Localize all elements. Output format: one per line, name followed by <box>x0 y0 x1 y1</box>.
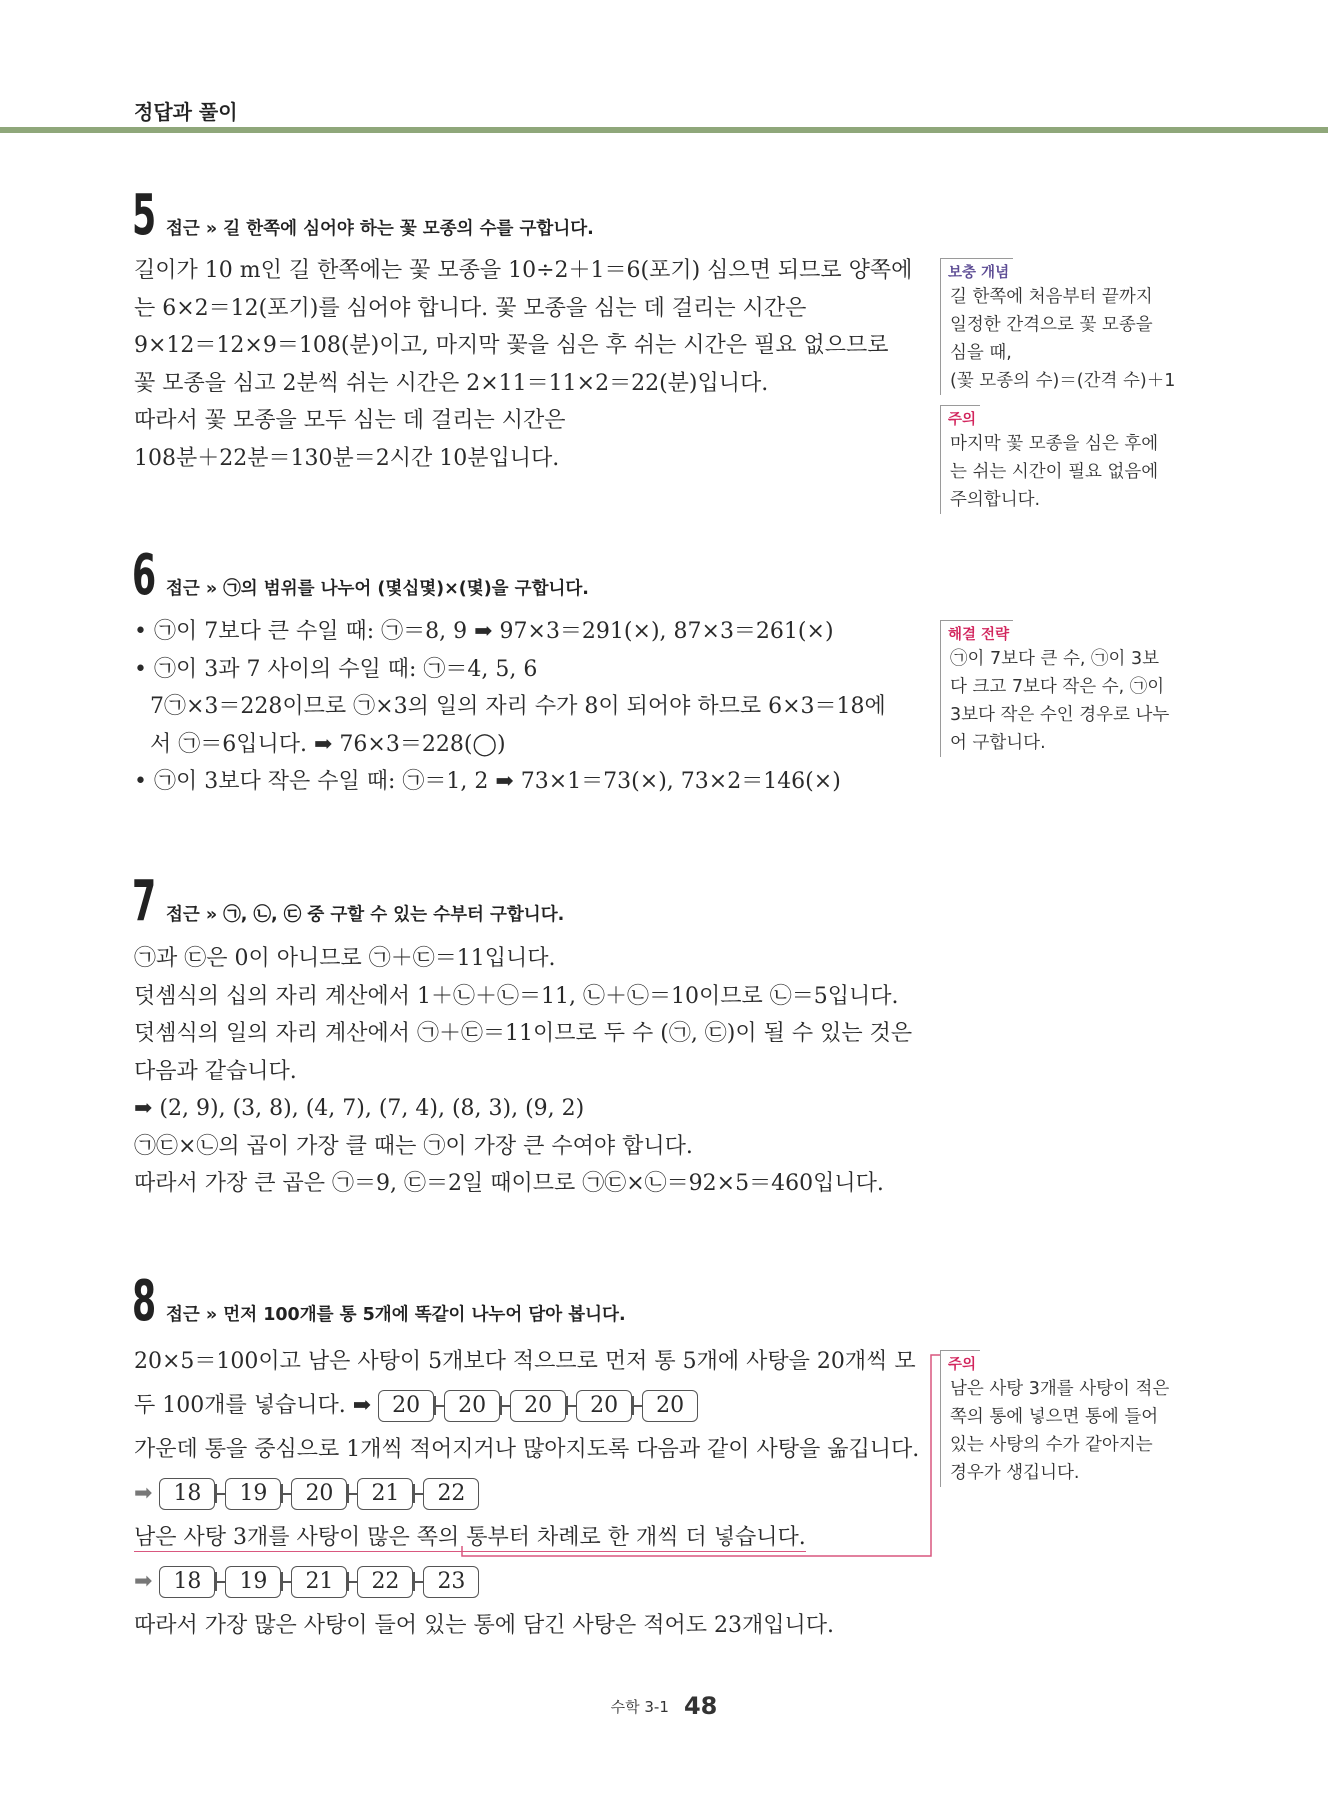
box-connector <box>413 1493 423 1495</box>
solution-line: 따라서 가장 많은 사탕이 들어 있는 통에 담긴 사탕은 적어도 23개입니다. <box>134 1613 834 1638</box>
solution-line: • ㉠이 3과 7 사이의 수일 때: ㉠＝4, 5, 6 <box>134 656 538 682</box>
candy-box: 23 <box>423 1566 479 1598</box>
side-note-line: 다 크고 7보다 작은 수, ㉠이 <box>950 677 1165 697</box>
solution-line: • ㉠이 3보다 작은 수일 때: ㉠＝1, 2 ➡ 73×1＝73(×), 73×2＝146(×) <box>134 769 841 794</box>
solution-line: • ㉠이 7보다 큰 수일 때: ㉠＝8, 9 ➡ 97×3＝291(×), 87×3＝261(×) <box>134 619 834 644</box>
side-note-label: 주의 <box>941 1350 980 1375</box>
box-connector <box>413 1581 423 1583</box>
problem-5-solution <box>134 252 913 477</box>
candy-box-chain-moved <box>159 1478 479 1510</box>
solution-line: 다음과 같습니다. <box>134 1058 297 1084</box>
page-header-title: 정답과 풀이 <box>134 100 238 124</box>
problem-approach: 접근 » ㉠, ㉡, ㉢ 중 구할 수 있는 수부터 구합니다. <box>166 905 565 925</box>
solution-line: ➡ (2, 9), (3, 8), (4, 7), (7, 4), (8, 3), (9, 2) <box>134 1096 585 1121</box>
side-note-label: 주의 <box>941 405 980 430</box>
solution-line: 는 6×2＝12(포기)를 심어야 합니다. 꽃 모종을 심는 데 걸리는 시간은 <box>134 295 807 321</box>
problem-number: 7 <box>132 869 157 934</box>
solution-line: 7㉠×3＝228이므로 ㉠×3의 일의 자리 수가 8이 되어야 하므로 6×3＝18에 <box>150 694 886 719</box>
side-note-concept <box>940 258 1195 395</box>
solution-line: 덧셈식의 일의 자리 계산에서 ㉠＋㉢＝11이므로 두 수 (㉠, ㉢)이 될 수 있는 것은 <box>134 1021 913 1046</box>
solution-line-with-chain <box>134 1560 894 1604</box>
solution-line-underlined <box>134 1516 894 1560</box>
right-arrow-icon: ➡ <box>134 1481 153 1506</box>
candy-box: 20 <box>291 1478 347 1510</box>
side-note-line: 일정한 간격으로 꽃 모종을 <box>950 315 1153 335</box>
solution-line: 가운데 통을 중심으로 1개씩 적어지거나 많아지도록 다음과 같이 사탕을 옮깁니다. <box>134 1437 920 1462</box>
solution-line: 덧셈식의 십의 자리 계산에서 1＋㉡＋㉡＝11, ㉡＋㉡＝10이므로 ㉡＝5입니다. <box>134 983 899 1009</box>
candy-box: 22 <box>357 1566 413 1598</box>
side-note-line: 있는 사탕의 수가 같아지는 <box>950 1435 1153 1455</box>
side-note-strategy <box>940 620 1195 757</box>
candy-box: 19 <box>225 1566 281 1598</box>
box-connector <box>500 1405 510 1407</box>
candy-box-chain-final <box>159 1566 479 1598</box>
side-note-line: 어 구합니다. <box>950 733 1046 753</box>
box-connector <box>215 1493 225 1495</box>
problem-approach: 접근 » ㉠의 범위를 나누어 (몇십몇)×(몇)을 구합니다. <box>166 579 589 599</box>
problem-8-solution <box>134 1340 920 1648</box>
problem-5-heading <box>132 183 594 248</box>
solution-line: 108분＋22분＝130분＝2시간 10분입니다. <box>134 445 560 471</box>
page-number: 48 <box>683 1692 718 1720</box>
underlined-text: 남은 사탕 3개를 사탕이 많은 쪽의 통부터 차례로 한 개씩 더 넣습니다. <box>134 1525 806 1550</box>
problem-7-solution <box>134 940 913 1203</box>
candy-box: 20 <box>642 1390 698 1422</box>
solution-line: 따라서 가장 큰 곱은 ㉠＝9, ㉢＝2일 때이므로 ㉠㉢×㉡＝92×5＝460입니다. <box>134 1171 884 1196</box>
side-note-line: 3보다 작은 수인 경우로 나누 <box>950 705 1170 725</box>
candy-box: 22 <box>423 1478 479 1510</box>
box-connector <box>434 1405 444 1407</box>
box-connector <box>347 1581 357 1583</box>
problem-8-heading <box>132 1269 626 1334</box>
candy-box: 20 <box>444 1390 500 1422</box>
solution-line-with-chain <box>134 1472 894 1516</box>
side-note-line: 는 쉬는 시간이 필요 없음에 <box>950 462 1159 482</box>
solution-line: 따라서 꽃 모종을 모두 심는 데 걸리는 시간은 <box>134 408 566 433</box>
problem-6-solution <box>134 613 894 801</box>
problem-6-heading <box>132 543 589 608</box>
solution-line: 서 ㉠＝6입니다. ➡ 76×3＝228(◯) <box>150 731 506 757</box>
box-connector <box>215 1581 225 1583</box>
candy-box: 18 <box>159 1566 215 1598</box>
page-footer <box>0 1692 1328 1720</box>
candy-box: 20 <box>576 1390 632 1422</box>
side-note-line: 경우가 생깁니다. <box>950 1463 1080 1483</box>
solution-line: 20×5＝100이고 남은 사탕이 5개보다 적으므로 먼저 통 5개에 사탕을 20개씩 모 <box>134 1349 916 1374</box>
side-note-line: 주의합니다. <box>950 490 1041 510</box>
side-note-line: 심을 때, <box>950 343 1012 363</box>
side-note-line: 쪽의 통에 넣으면 통에 들어 <box>950 1407 1159 1427</box>
candy-box: 18 <box>159 1478 215 1510</box>
candy-box: 21 <box>357 1478 413 1510</box>
side-note-caution <box>940 405 1195 514</box>
problem-approach: 접근 » 먼저 100개를 통 5개에 똑같이 나누어 담아 봅니다. <box>166 1305 626 1325</box>
problem-number: 6 <box>132 543 157 608</box>
solution-line-with-chain <box>134 1384 894 1428</box>
side-note-label: 해결 전략 <box>941 620 1013 645</box>
box-connector <box>281 1493 291 1495</box>
problem-7-heading <box>132 869 565 934</box>
side-note-line: ㉠이 7보다 큰 수, ㉠이 3보 <box>950 649 1159 669</box>
problem-number: 5 <box>132 183 157 248</box>
problem-approach: 접근 » 길 한쪽에 심어야 하는 꽃 모종의 수를 구합니다. <box>166 219 594 239</box>
solution-line: 길이가 10 m인 길 한쪽에는 꽃 모종을 10÷2＋1＝6(포기) 심으면 되므로 양쪽에 <box>134 258 913 283</box>
solution-line: 9×12＝12×9＝108(분)이고, 마지막 꽃을 심은 후 쉬는 시간은 필요 없으므로 <box>134 333 889 358</box>
book-title: 수학 3-1 <box>610 1697 669 1716</box>
box-connector <box>632 1405 642 1407</box>
candy-box: 20 <box>510 1390 566 1422</box>
candy-box-chain-initial <box>378 1390 698 1422</box>
side-note-line: (꽃 모종의 수)＝(간격 수)＋1 <box>950 371 1176 391</box>
side-note-line: 길 한쪽에 처음부터 끝까지 <box>950 287 1153 307</box>
side-note-label: 보충 개념 <box>941 258 1013 283</box>
box-connector <box>566 1405 576 1407</box>
right-arrow-icon: ➡ <box>134 1569 153 1594</box>
candy-box: 21 <box>291 1566 347 1598</box>
solution-line: 꽃 모종을 심고 2분씩 쉬는 시간은 2×11＝11×2＝22(분)입니다. <box>134 370 769 396</box>
solution-text: 두 100개를 넣습니다. ➡ <box>134 1393 372 1418</box>
solution-line: ㉠㉢×㉡의 곱이 가장 클 때는 ㉠이 가장 큰 수여야 합니다. <box>134 1133 693 1159</box>
box-connector <box>347 1493 357 1495</box>
candy-box: 20 <box>378 1390 434 1422</box>
box-connector <box>281 1581 291 1583</box>
problem-number: 8 <box>132 1269 157 1334</box>
side-note-line: 남은 사탕 3개를 사탕이 적은 <box>950 1379 1170 1399</box>
side-note-line: 마지막 꽃 모종을 심은 후에 <box>950 434 1159 454</box>
header-divider <box>0 127 1328 133</box>
side-note-caution <box>940 1350 1195 1487</box>
candy-box: 19 <box>225 1478 281 1510</box>
solution-line: ㉠과 ㉢은 0이 아니므로 ㉠＋㉢＝11입니다. <box>134 946 556 971</box>
